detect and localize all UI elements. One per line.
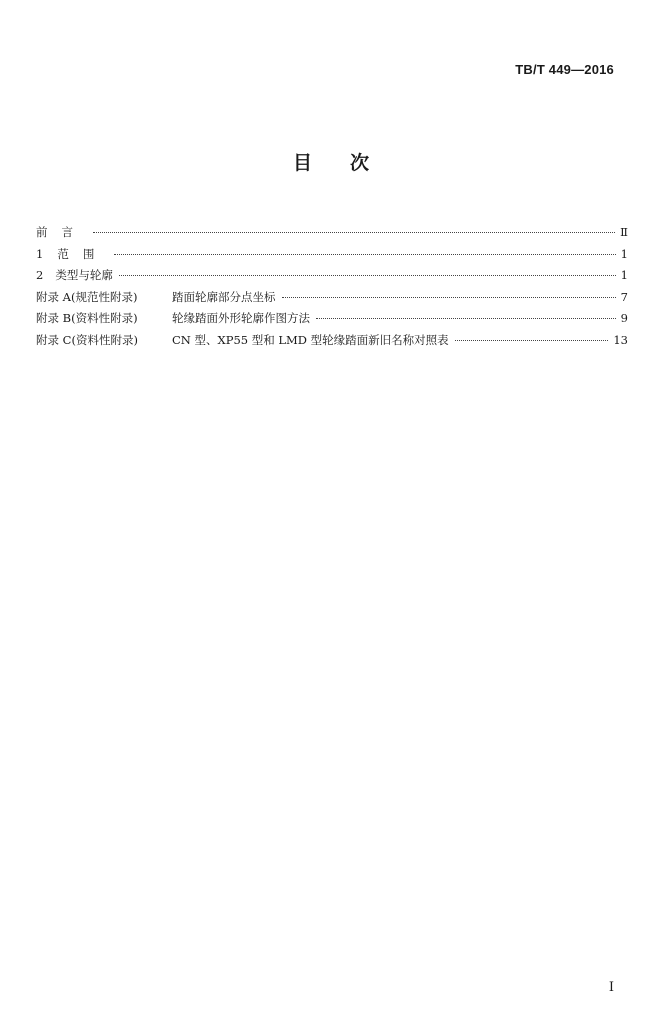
dot-leader bbox=[119, 275, 616, 276]
toc-entry-subtitle: 轮缘踏面外形轮廓作图方法 bbox=[172, 311, 310, 325]
toc-entry-label: 范围 bbox=[57, 246, 109, 261]
page-title: 目次 bbox=[292, 152, 407, 174]
toc-entry-subtitle: 踏面轮廓部分点坐标 bbox=[172, 289, 276, 304]
toc-entry-scope[interactable] bbox=[36, 244, 628, 266]
toc-entry-appendix-c[interactable] bbox=[36, 330, 628, 352]
toc-entry-label: 附录 A(规范性附录) bbox=[36, 289, 138, 304]
toc-entry-page: 13 bbox=[613, 332, 628, 347]
standard-number: TB/T 449—2016 bbox=[515, 62, 614, 77]
toc-entry-appendix-b[interactable] bbox=[36, 308, 628, 330]
toc-entry-subtitle: CN 型、XP55 型和 LMD 型轮缘踏面新旧名称对照表 bbox=[172, 332, 449, 347]
dot-leader bbox=[316, 318, 616, 319]
dot-leader bbox=[282, 297, 616, 298]
toc-entry-page: 7 bbox=[620, 289, 628, 304]
page-number: Ⅰ bbox=[608, 980, 614, 995]
toc-entry-page: 9 bbox=[620, 311, 628, 325]
toc-entry-page: 1 bbox=[620, 246, 628, 261]
toc-entry-label: 附录 C(资料性附录) bbox=[36, 332, 138, 347]
dot-leader bbox=[93, 232, 615, 233]
toc-entry-page: 1 bbox=[620, 268, 628, 282]
toc-entry-appendix-a[interactable] bbox=[36, 287, 628, 309]
toc-entry-label: 类型与轮廓 bbox=[55, 268, 113, 282]
toc-entry-foreword[interactable] bbox=[36, 222, 628, 244]
dot-leader bbox=[455, 340, 609, 341]
toc-entry-label: 前言 bbox=[36, 225, 87, 239]
toc-entry-number: 1 bbox=[36, 246, 44, 261]
toc-entry-types[interactable] bbox=[36, 265, 628, 287]
toc-entry-number: 2 bbox=[36, 268, 44, 282]
toc-entry-page: Ⅱ bbox=[620, 225, 628, 239]
dot-leader bbox=[114, 254, 615, 255]
toc-entry-label: 附录 B(资料性附录) bbox=[36, 311, 138, 325]
table-of-contents bbox=[36, 222, 628, 351]
